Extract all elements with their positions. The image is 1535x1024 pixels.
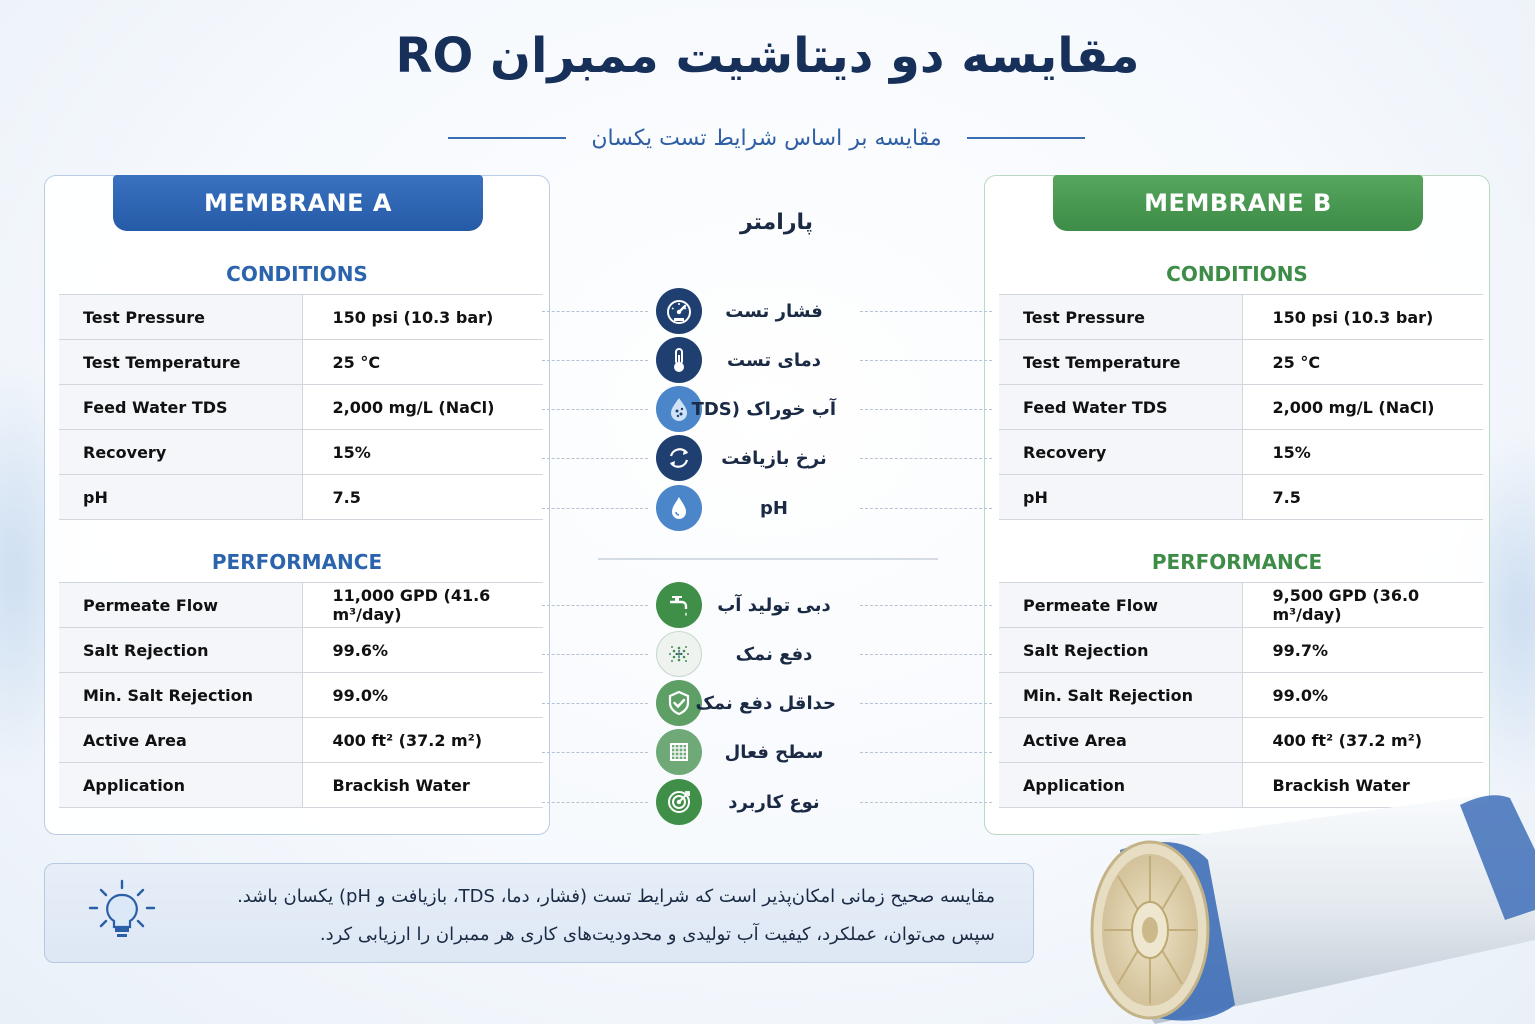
membrane-b-performance-table [999,582,1483,808]
connector-line [542,311,648,312]
membrane-b-performance-title: PERFORMANCE [1151,550,1323,574]
row-label: Test Pressure [999,295,1242,340]
row-value: Brackish Water [1242,763,1483,808]
table-row [999,583,1483,628]
row-value: 15% [302,430,543,475]
row-value: 99.0% [1242,673,1483,718]
connector-line [542,802,648,803]
row-value: 15% [1242,430,1483,475]
subtitle-row [448,120,1085,156]
membrane-a-header: MEMBRANE A [113,175,483,231]
membrane-b-header: MEMBRANE B [1053,175,1423,231]
row-value: 7.5 [1242,475,1483,520]
connector-line [542,605,648,606]
section-divider [598,558,938,560]
param-row-min-salt-rejection [656,680,886,726]
row-label: Salt Rejection [59,628,302,673]
membrane-a-card [44,175,550,835]
table-row [59,385,543,430]
param-row-recovery [656,435,886,481]
table-row [999,673,1483,718]
row-label: Active Area [999,718,1242,763]
row-value: 99.0% [302,673,543,718]
param-row-application [656,779,886,825]
connector-line [542,703,648,704]
param-label: آب خوراک (TDS [691,398,836,420]
membrane-a-conditions-table [59,294,543,520]
row-label: Application [59,763,302,808]
param-row-active-area [656,729,886,775]
row-label: Recovery [59,430,302,475]
row-value: 400 ft² (37.2 m²) [1242,718,1483,763]
table-row [999,340,1483,385]
membrane-a-conditions-title: CONDITIONS [226,262,368,286]
table-row [999,295,1483,340]
subtitle-line-left [448,137,566,139]
table-row [59,340,543,385]
param-label: حداقل دفع نمک [695,692,836,714]
table-row [59,475,543,520]
grid-area-icon [656,729,702,775]
membrane-b-conditions-title: CONDITIONS [1166,262,1308,286]
row-label: Test Pressure [59,295,302,340]
note-text [175,878,995,954]
param-label: سطح فعال [724,741,824,763]
row-label: Permeate Flow [999,583,1242,628]
row-label: Test Temperature [59,340,302,385]
param-row-ph [656,485,886,531]
row-label: Feed Water TDS [999,385,1242,430]
row-value: 150 psi (10.3 bar) [302,295,543,340]
table-row [59,763,543,808]
subtitle-line-right [967,137,1085,139]
water-drop-icon [656,485,702,531]
faucet-icon [656,582,702,628]
row-value: 99.6% [302,628,543,673]
table-row [999,475,1483,520]
membrane-b-conditions-table [999,294,1483,520]
row-value: 150 psi (10.3 bar) [1242,295,1483,340]
ro-membrane-illustration [1050,790,1535,1024]
row-value: 25 °C [1242,340,1483,385]
param-label: دفع نمک [735,643,813,665]
lightbulb-icon [87,878,157,948]
row-value: 25 °C [302,340,543,385]
row-label: Min. Salt Rejection [999,673,1242,718]
param-label: pH [760,497,788,519]
connector-line [542,654,648,655]
thermometer-icon [656,337,702,383]
table-row [999,628,1483,673]
row-value: 9,500 GPD (36.0 m³/day) [1242,583,1483,628]
table-row [59,628,543,673]
row-value: 2,000 mg/L (NaCl) [1242,385,1483,430]
table-row [59,295,543,340]
subtitle: مقایسه بر اساس شرایط تست یکسان [591,125,942,151]
param-label: دبی تولید آب [717,594,831,616]
param-label: نوع کاربرد [728,791,820,813]
row-label: Application [999,763,1242,808]
membrane-b-card [984,175,1490,835]
note-box [44,863,1034,963]
page-title: مقایسه دو دیتاشیت ممبران RO [395,28,1140,84]
note-line-2: سپس می‌توان، عملکرد، کیفیت آب تولیدی و محدودیت‌های کاری هر ممبران را ارزیابی کرد. [319,924,995,945]
param-row-permeate-flow [656,582,886,628]
salt-particles-icon [656,631,702,677]
connector-line [542,409,648,410]
row-label: Salt Rejection [999,628,1242,673]
table-row [59,583,543,628]
row-value: 400 ft² (37.2 m²) [302,718,543,763]
table-row [999,718,1483,763]
row-value: 99.7% [1242,628,1483,673]
note-line-1: مقایسه صحیح زمانی امکان‌پذیر است که شرایط تست (فشار، دما، TDS، بازیافت و pH) یکسان باشد. [237,886,995,907]
table-row [59,718,543,763]
table-row [59,673,543,718]
pressure-gauge-icon [656,288,702,334]
table-row [59,430,543,475]
connector-line [542,752,648,753]
param-row-temperature [656,337,886,383]
connector-line [542,508,648,509]
row-label: pH [59,475,302,520]
param-label: فشار تست [725,300,823,322]
parameter-header: پارامتر [740,210,814,235]
row-label: Recovery [999,430,1242,475]
param-label: دمای تست [726,349,822,371]
row-value: 11,000 GPD (41.6 m³/day) [302,583,543,628]
connector-line [542,458,648,459]
membrane-a-performance-table [59,582,543,808]
row-label: Test Temperature [999,340,1242,385]
table-row [999,385,1483,430]
row-value: 7.5 [302,475,543,520]
param-label: نرخ بازیافت [721,447,827,469]
row-label: Active Area [59,718,302,763]
row-value: 2,000 mg/L (NaCl) [302,385,543,430]
row-value: Brackish Water [302,763,543,808]
target-icon [656,779,702,825]
param-row-pressure [656,288,886,334]
row-label: Min. Salt Rejection [59,673,302,718]
table-row [999,430,1483,475]
row-label: Permeate Flow [59,583,302,628]
row-label: pH [999,475,1242,520]
recycle-icon [656,435,702,481]
connector-line [542,360,648,361]
param-row-tds [656,386,886,432]
row-label: Feed Water TDS [59,385,302,430]
param-row-salt-rejection [656,631,886,677]
membrane-a-performance-title: PERFORMANCE [211,550,383,574]
